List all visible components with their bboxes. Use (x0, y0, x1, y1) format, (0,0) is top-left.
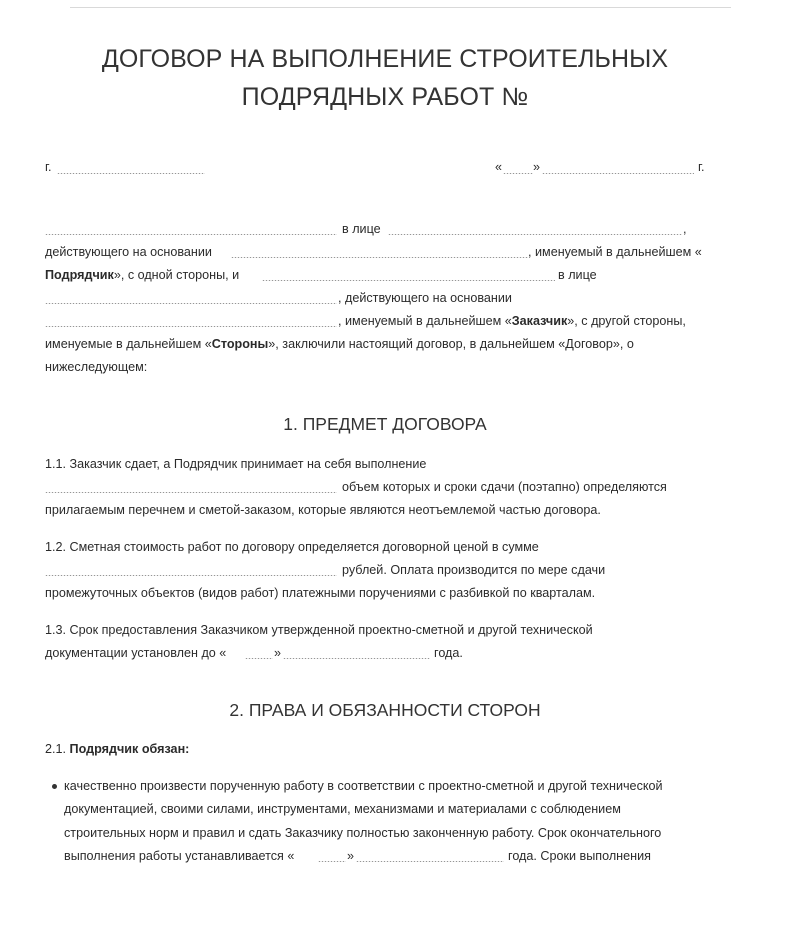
clause-1-2-line-3: промежуточных объектов (видов работ) платежными поручениями с разбивкой по кварталам. (45, 586, 596, 600)
completion-day-blank (318, 861, 346, 862)
clause-2-1-number: 2.1. (45, 742, 67, 756)
bullet-1-line-1: качественно произвести порученную работу в соответствии с проектно-сметной и другой технической (64, 779, 663, 793)
customer-representative-blank (45, 303, 337, 304)
bullet-marker (52, 784, 57, 789)
customer-role-bold: Заказчик (511, 314, 568, 328)
sides-bold: Стороны (211, 337, 269, 351)
completion-month-blank (356, 861, 504, 862)
hereinafter-label-1: , именуемый в дальнейшем « (528, 245, 702, 259)
clause-1-1-line-1: 1.1. Заказчик сдает, а Подрядчик принимает на себя выполнение (45, 457, 427, 471)
document-title-line-1: ДОГОВОР НА ВЫПОЛНЕНИЕ СТРОИТЕЛЬНЫХ (101, 45, 669, 73)
contract-sum-blank (45, 575, 337, 576)
clause-1-2-line-2: рублей. Оплата производится по мере сдачи (342, 563, 606, 577)
clause-1-3-line-2-prefix: документации установлен до « (45, 646, 227, 660)
in-person-label-2: в лице (558, 268, 597, 282)
clause-1-1-line-3: прилагаемым перечнем и сметой-заказом, которые являются неотъемлемой частью договора. (45, 503, 601, 517)
document-title-line-2: ПОДРЯДНЫХ РАБОТ № (241, 83, 529, 111)
clause-1-3-line-1: 1.3. Срок предоставления Заказчиком утвержденной проектно-сметной и другой технической (45, 623, 593, 637)
clause-2-1-heading (45, 742, 189, 756)
work-description-blank (45, 492, 337, 493)
bullet-1-line-4-quote: » (347, 849, 355, 863)
clause-1-2-line-1: 1.2. Сметная стоимость работ по договору определяется договорной ценой в сумме (45, 540, 539, 554)
following-text: нижеследующем: (45, 360, 148, 374)
in-person-label-1: в лице (342, 222, 381, 236)
date-day-blank (503, 173, 533, 174)
contractor-role-bold: Подрядчик (45, 268, 114, 282)
named-prefix: именуемые в дальнейшем « (45, 337, 212, 351)
acting-on-basis-label-2: , действующего на основании (338, 291, 512, 305)
bullet-1-line-2: документацией, своими силами, инструментами, механизмами и материалами с соблюдением (64, 802, 621, 816)
top-divider (70, 7, 731, 8)
one-side-text: », с одной стороны, и (113, 268, 240, 282)
customer-role-line (338, 314, 686, 328)
city-blank (57, 173, 205, 174)
clause-2-1-bold: Подрядчик обязан: (69, 742, 190, 756)
named-suffix: », заключили настоящий договор, в дальнейшем «Договор», о (268, 337, 634, 351)
docs-day-blank (245, 658, 273, 659)
clause-1-3-line-2-suffix: года. (434, 646, 463, 660)
date-month-blank (542, 173, 694, 174)
acting-on-basis-label-1: действующего на основании (45, 245, 212, 259)
contractor-basis-blank (231, 257, 528, 258)
bullet-1-line-3: строительных норм и правил и сдать Заказчику полностью законченную работу. Срок окончательного (64, 826, 662, 840)
contractor-role-line (45, 268, 239, 282)
other-side-text: », с другой стороны, (567, 314, 686, 328)
hereinafter-label-2: , именуемый в дальнейшем « (338, 314, 512, 328)
date-year-suffix: г. (698, 160, 705, 174)
city-prefix: г. (45, 160, 52, 174)
bullet-1-line-4-prefix: выполнения работы устанавливается « (64, 849, 295, 863)
contractor-name-blank (45, 234, 337, 235)
clause-1-3-line-2-quote: » (274, 646, 282, 660)
date-close-quote: » (533, 160, 541, 174)
bullet-1-line-4-suffix: года. Сроки выполнения (508, 849, 651, 863)
customer-basis-blank (45, 326, 337, 327)
contractor-representative-blank (388, 234, 682, 235)
section-2-heading: 2. ПРАВА И ОБЯЗАННОСТИ СТОРОН (229, 700, 541, 720)
docs-month-blank (283, 658, 430, 659)
date-open-quote: « (495, 160, 503, 174)
sides-definition-line (45, 337, 634, 351)
clause-1-1-line-2: объем которых и сроки сдачи (поэтапно) определяются (342, 480, 667, 494)
customer-name-blank (262, 280, 555, 281)
line-comma: , (683, 222, 687, 236)
section-1-heading: 1. ПРЕДМЕТ ДОГОВОРА (283, 414, 487, 434)
